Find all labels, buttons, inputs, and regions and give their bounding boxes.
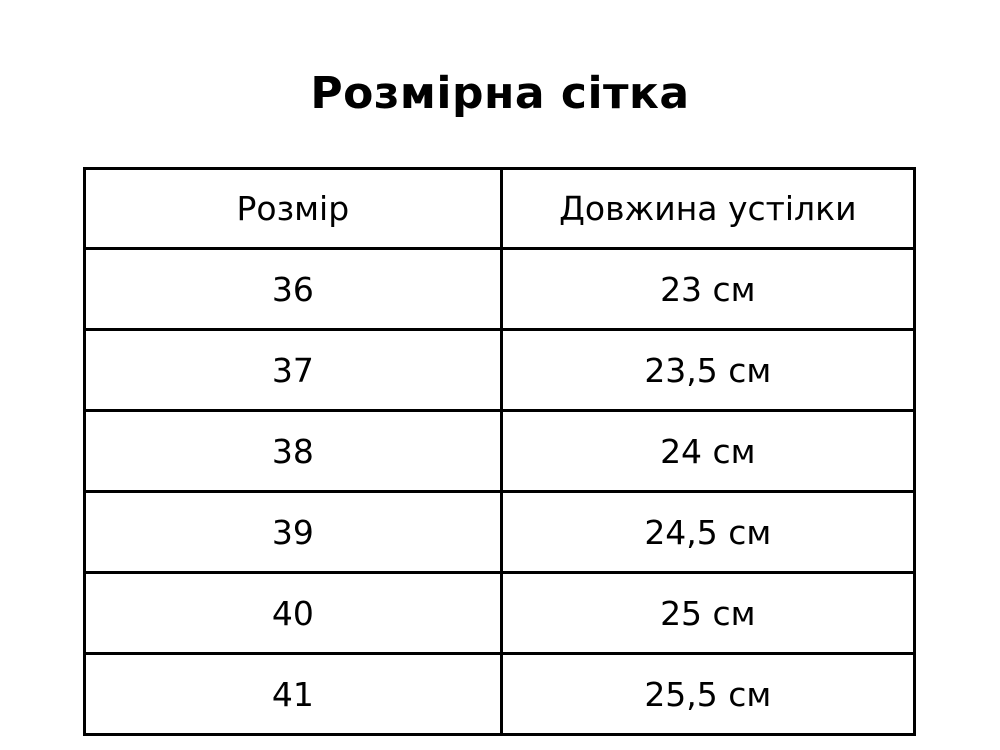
size-cell: 38: [85, 411, 502, 492]
size-table: [83, 167, 916, 736]
insole-length-cell: 25 см: [501, 573, 914, 654]
size-cell: 36: [85, 249, 502, 330]
table-row: [85, 654, 915, 735]
size-cell: 37: [85, 330, 502, 411]
table-row: [85, 492, 915, 573]
table-row: [85, 330, 915, 411]
table-body: [85, 249, 915, 735]
table-row: [85, 411, 915, 492]
size-cell: 41: [85, 654, 502, 735]
insole-length-cell: 23,5 см: [501, 330, 914, 411]
header-insole-length: Довжина устілки: [501, 169, 914, 249]
table-row: [85, 249, 915, 330]
size-cell: 39: [85, 492, 502, 573]
header-size: Розмір: [85, 169, 502, 249]
table-row: [85, 573, 915, 654]
insole-length-cell: 24,5 см: [501, 492, 914, 573]
size-cell: 40: [85, 573, 502, 654]
insole-length-cell: 24 см: [501, 411, 914, 492]
insole-length-cell: 23 см: [501, 249, 914, 330]
table-header-row: [85, 169, 915, 249]
page-title: Розмірна сітка: [310, 68, 690, 119]
insole-length-cell: 25,5 см: [501, 654, 914, 735]
